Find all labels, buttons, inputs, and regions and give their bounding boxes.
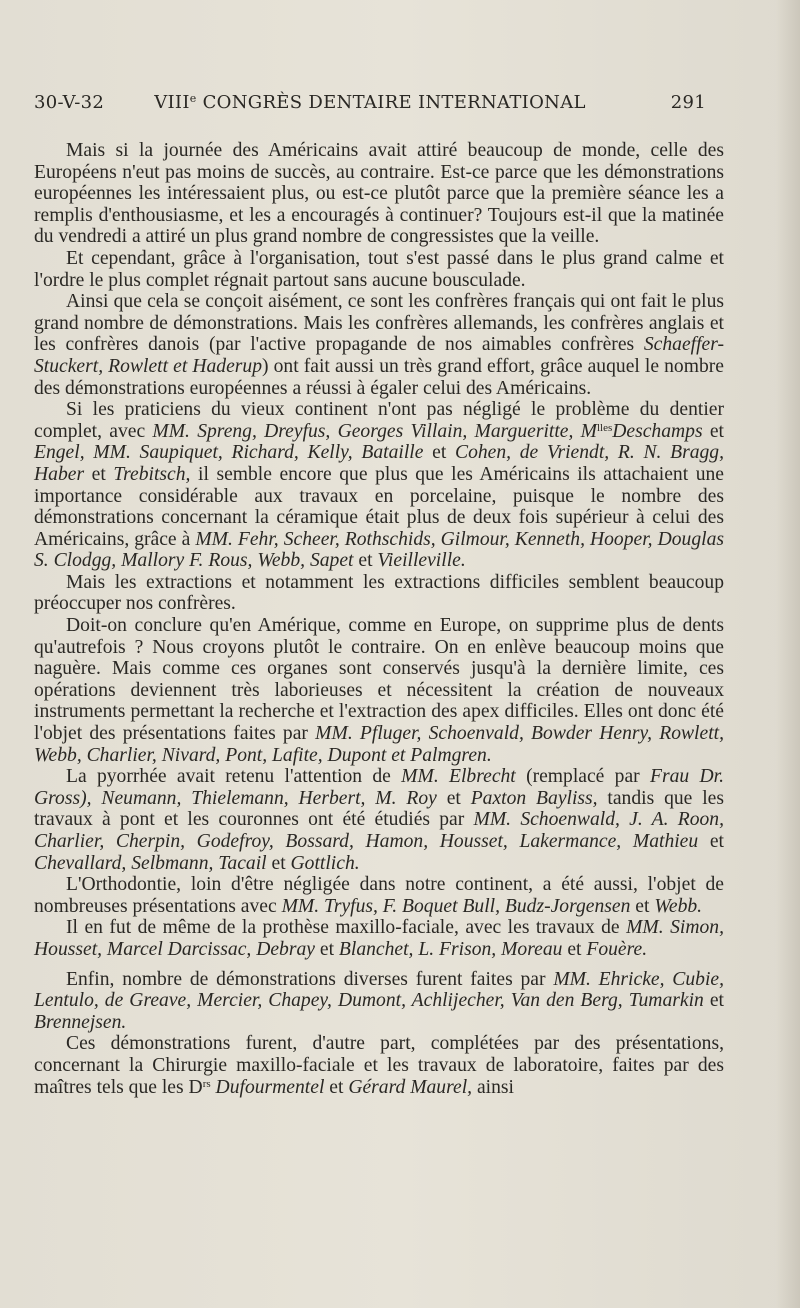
text-run: et xyxy=(266,852,291,874)
paragraph xyxy=(34,615,724,766)
header-title-main: CONGRÈS DENTAIRE INTERNATIONAL xyxy=(196,92,586,113)
running-header xyxy=(34,92,706,120)
paragraph xyxy=(34,766,724,874)
text-run: et xyxy=(562,938,587,960)
italic-run: Schaeffer-Stuckert, Rowlett et Haderup xyxy=(34,334,724,377)
italic-run: Fouère. xyxy=(586,938,648,960)
italic-run: Paxton Bayliss, xyxy=(470,787,598,809)
header-title-prefix: VIII xyxy=(154,92,190,113)
body-text xyxy=(34,140,724,1098)
paragraph xyxy=(34,874,724,917)
italic-run: Gottlich. xyxy=(290,852,360,874)
text-run: ) ont fait aussi un très grand effort, grâce auquel le nombre des démonstrations européennes a réussi à égaler celui des Américains. xyxy=(34,355,724,399)
text-run: L'Orthodontie, loin d'être négligée dans notre continent, a été aussi, l'objet de nombreuses présentations avec xyxy=(34,874,724,917)
italic-run: Cohen, de Vriendt, R. N. Bragg, Haber xyxy=(34,442,725,485)
text-run: Il en fut de même de la prothèse maxillo-faciale, avec les travaux de xyxy=(66,917,627,939)
text-run: Ainsi que cela se conçoit aisément, ce sont les confrères français qui ont fait le plus grand nombre de démonstrations. Mais les confrères allemands, les confrères anglais et les confrères danois (par l'active propagande de nos aimables confrères xyxy=(34,291,724,356)
italic-run: Dufourmentel xyxy=(215,1076,325,1098)
superscript-run: rs xyxy=(202,1077,211,1090)
text-run: et xyxy=(703,990,724,1012)
paragraph xyxy=(34,399,724,572)
text-run: et xyxy=(353,550,378,572)
italic-run: MM. Ehricke, Cubie, Lentulo, de Greave, Mercier, Chapey, Dumont, Achlijecher, Van den Berg, Tumarkin xyxy=(34,968,724,1012)
paragraph xyxy=(34,572,724,615)
italic-run: MM. Schoenwald, J. A. Roon, Charlier, Cherpin, Godefroy, Bossard, Hamon, Housset, Lakermance, Mathieu xyxy=(34,809,724,852)
italic-run: MM. Pfluger, Schoenvald, Bowder Henry, Rowlett, Webb, Charlier, Nivard, Pont, Lafite, Dupont et Palmgren. xyxy=(34,723,724,766)
text-run: (remplacé par xyxy=(515,766,651,788)
text-run: tandis que les travaux à pont et les couronnes ont été étudiés par xyxy=(34,787,724,831)
paragraph xyxy=(34,140,724,248)
italic-run: Blanchet, L. Frison, Moreau xyxy=(338,938,563,960)
paragraph xyxy=(34,248,724,291)
paragraph xyxy=(34,291,724,399)
paragraph xyxy=(34,1033,724,1098)
text-run: Si les praticiens du vieux continent n'ont pas négligé le problème du dentier complet, avec xyxy=(34,399,724,442)
italic-run: Engel, MM. Saupiquet, Richard, Kelly, Bataille xyxy=(34,442,424,464)
italic-run: Deschamps xyxy=(612,420,703,442)
text-run: Enfin, nombre de démonstrations diverses furent faites par xyxy=(66,968,554,990)
text-run: La pyorrhée avait retenu l'attention de xyxy=(66,766,402,788)
header-title xyxy=(34,92,706,113)
text-run: Doit-on conclure qu'en Amérique, comme en Europe, on supprime plus de dents qu'autrefois ? Nous croyons plutôt le contraire. On en enlève beaucoup moins que naguère. Mais comme ces organes sont conservés jusqu'à la dernière limite, ces opérations deviennent très laborieuses et nécessitent la création de nouveaux instruments permettant la recherche et l'extraction des apex difficiles. Elles ont donc été l'objet des présentations faites par xyxy=(34,615,724,745)
text-run: Mais si la journée des Américains avait attiré beaucoup de monde, celle des Européens n'eut pas moins de succès, au contraire. Est-ce parce que les démonstrations européennes les intéressaient plus, ou est-ce plutôt parce que la première séance les a remplis d'enthousiasme, et les a encouragés à continuer? Toujours est-il que la matinée du vendredi a attiré un plus grand nombre de congressistes que la veille. xyxy=(34,140,724,248)
italic-run: Frau Dr. Gross), Neumann, Thielemann, Herbert, M. Roy xyxy=(34,766,725,809)
text-run: et xyxy=(423,442,455,464)
text-run: et xyxy=(698,831,724,852)
paragraph xyxy=(34,917,724,960)
italic-run: Webb. xyxy=(654,895,703,917)
italic-run: MM. Simon, Housset, Marcel Darcissac, Debray xyxy=(34,917,725,960)
italic-run: MM. Fehr, Scheer, Rothschids, Gilmour, Kenneth, Hooper, Douglas S. Clodgg, Mallory F. Rous, Webb, Sapet xyxy=(34,528,724,572)
text-run: ainsi xyxy=(472,1076,514,1098)
header-title-sup: e xyxy=(189,92,197,105)
text-run: Ces démonstrations furent, d'autre part, complétées par des présentations, concernant la Chirurgie maxillo-faciale et les travaux de laboratoire, faites par des maîtres tels que les D xyxy=(34,1033,724,1098)
header-date: 30-V-32 xyxy=(34,92,105,113)
text-run: et xyxy=(436,787,471,809)
paragraph xyxy=(34,969,724,1034)
italic-run: MM. Spreng, Dreyfus, Georges Villain, Margueritte, M xyxy=(152,420,597,442)
text-run: et xyxy=(702,420,724,442)
italic-run: Gérard Maurel, xyxy=(348,1076,473,1098)
page-edge-shadow xyxy=(776,0,800,1308)
text-run: Et cependant, grâce à l'organisation, tout s'est passé dans le plus grand calme et l'ordre le plus complet régnait partout sans aucune bousculade. xyxy=(34,247,724,291)
text-run: et xyxy=(630,895,655,917)
text-run: il semble encore que plus que les Américains ils attachaient une importance considérable aux travaux en porcelaine, puisque le nombre des démonstrations concernant la céramique était plus de deux fois supérieur à celui des Américains, grâce à xyxy=(34,463,724,550)
italic-run: Trebitsch, xyxy=(113,463,191,485)
page-number: 291 xyxy=(670,92,706,113)
italic-run: Brennejsen. xyxy=(34,1011,127,1033)
text-run: et xyxy=(84,463,114,485)
italic-run: Vieilleville. xyxy=(377,550,466,572)
text-run: et xyxy=(314,938,339,960)
italic-run: MM. Tryfus, F. Boquet Bull, Budz-Jorgensen xyxy=(281,895,631,917)
text-run: Mais les extractions et notamment les extractions difficiles semblent beaucoup préoccuper nos confrères. xyxy=(34,571,724,615)
italic-run: MM. Elbrecht xyxy=(401,766,516,788)
text-run: et xyxy=(324,1076,349,1098)
italic-run: Chevallard, Selbmann, Tacail xyxy=(34,852,267,874)
superscript-run: lles xyxy=(596,421,613,434)
